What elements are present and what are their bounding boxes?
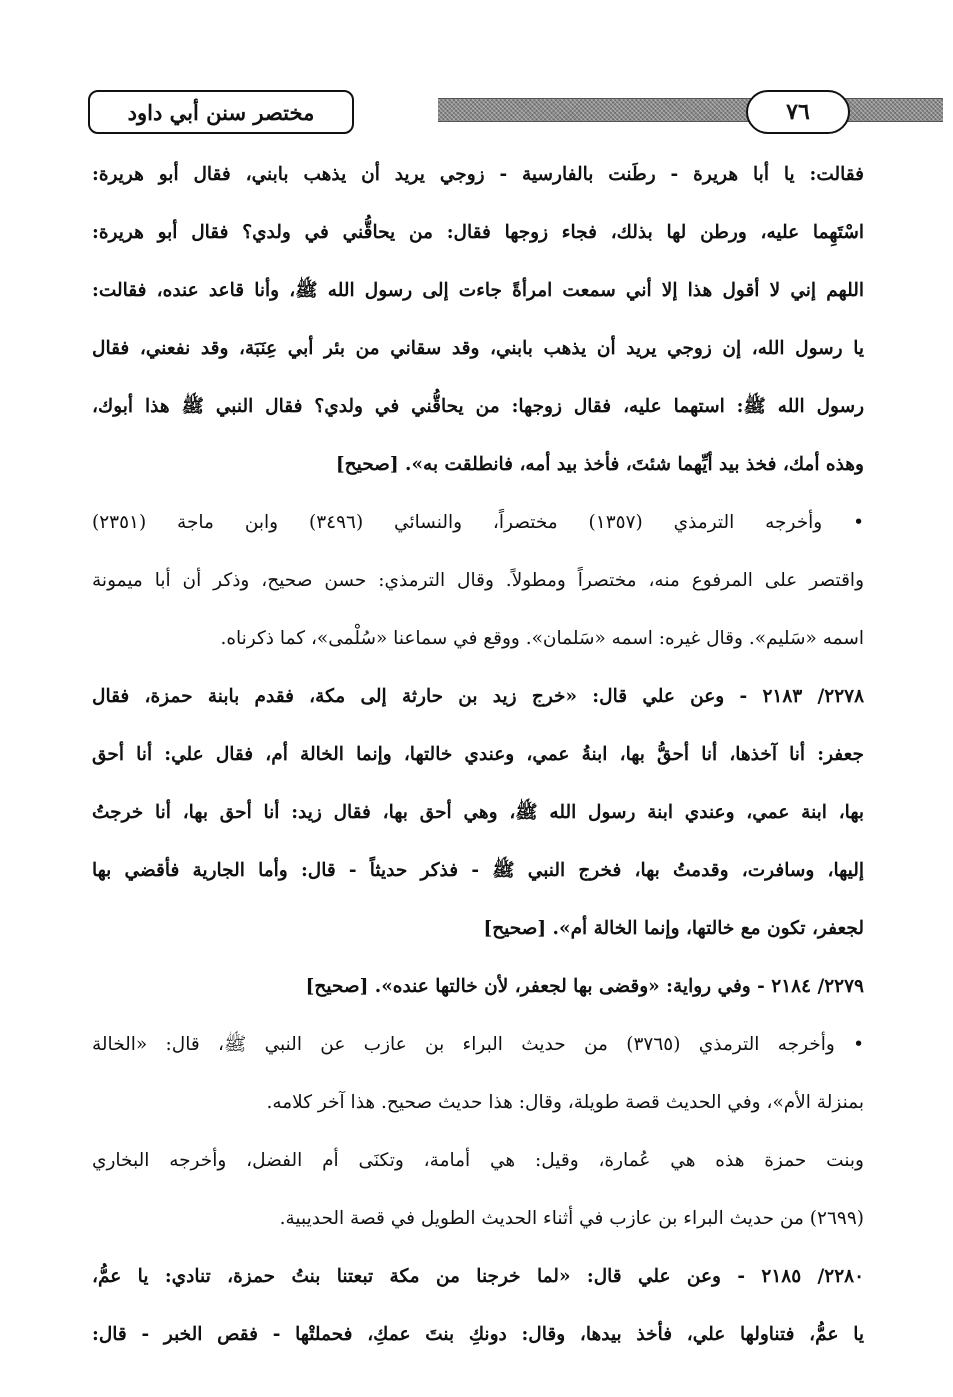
text-line: لجعفر، تكون مع خالتها، وإنما الخالة أم». [صحيح]: [483, 918, 864, 939]
page-number: ٧٦: [786, 99, 810, 125]
text-line: اسْتَهِما عليه، ورطن لها بذلك، فجاء زوجها فقال: من يحاقُّني في ولدي؟ فقال أبو هريرة:: [92, 222, 864, 243]
text-line: اسمه «سَليم». وقال غيره: اسمه «سَلمان». ووقع في سماعنا «سُلْمى»، كما ذكرناه.: [220, 628, 864, 649]
text-line: إليها، وسافرت، وقدمتُ بها، فخرج النبي ﷺ - فذكر حديثاً - قال: وأما الجارية فأقضي بها: [92, 860, 864, 881]
text-line: اللهم إني لا أقول هذا إلا أني سمعت امرأةً جاءت إلى رسول الله ﷺ، وأنا قاعد عنده، فقالت:: [92, 280, 864, 301]
text-line: • وأخرجه الترمذي (٣٧٦٥) من حديث البراء بن عازب عن النبي ﷺ، قال: «الخالة: [92, 1034, 864, 1055]
text-line: ٢٢٧٨/ ٢١٨٣ - وعن علي قال: «خرج زيد بن حارثة إلى مكة، فقدم بابنة حمزة، فقال: [92, 686, 864, 707]
text-line: ٢٢٧٩/ ٢١٨٤ - وفي رواية: «وقضى بها لجعفر، لأن خالتها عنده». [صحيح]: [305, 976, 864, 997]
text-line: بمنزلة الأم»، وفي الحديث قصة طويلة، وقال: هذا حديث صحيح. هذا آخر كلامه.: [266, 1092, 864, 1113]
text-line: • وأخرجه الترمذي (١٣٥٧) مختصراً، والنسائي (٣٤٩٦) وابن ماجة (٢٣٥١): [92, 512, 864, 533]
text-line: جعفر: أنا آخذها، أنا أحقُّ بها، ابنةُ عمي، وعندي خالتها، وإنما الخالة أم، فقال علي: أنا أحق: [92, 744, 864, 765]
book-title: مختصر سنن أبي داود: [127, 99, 315, 125]
text-line: واقتصر على المرفوع منه، مختصراً ومطولاً. وقال الترمذي: حسن صحيح، وذكر أن أبا ميمونة: [92, 570, 864, 591]
page-number-badge: [746, 90, 850, 134]
text-line: ٢٢٨٠/ ٢١٨٥ - وعن علي قال: «لما خرجنا من مكة تبعتنا بنتُ حمزة، تنادي: يا عمُّ،: [92, 1266, 864, 1287]
text-line: (٢٦٩٩) من حديث البراء بن عازب في أثناء الحديث الطويل في قصة الحديبية.: [279, 1208, 864, 1229]
text-line: رسول الله ﷺ: استهما عليه، فقال زوجها: من يحاقُّني في ولدي؟ فقال النبي ﷺ هذا أبوك،: [92, 396, 864, 417]
header-decorative-band: [438, 98, 943, 122]
text-line: بها، ابنة عمي، وعندي ابنة رسول الله ﷺ، وهي أحق بها، فقال زيد: أنا أحق بها، أنا خرجتُ: [92, 802, 864, 823]
text-line: وبنت حمزة هذه هي عُمارة، وقيل: هي أمامة، وتكنَى أم الفضل، وأخرجه البخاري: [92, 1150, 864, 1171]
text-line: يا رسول الله، إن زوجي يريد أن يذهب بابني، وقد سقاني من بئر أبي عِنَبَة، وقد نفعني، فقال: [92, 338, 864, 359]
page-body: [92, 146, 864, 1364]
text-line: وهذه أمك، فخذ بيد أيِّهما شئتَ، فأخذ بيد أمه، فانطلقت به». [صحيح]: [335, 454, 864, 475]
text-line: فقالت: يا أبا هريرة - رطَنت بالفارسية - زوجي يريد أن يذهب بابني، فقال أبو هريرة:: [92, 164, 864, 185]
text-line: يا عمُّ، فتناولها علي، فأخذ بيدها، وقال: دونكِ بنتَ عمكِ، فحملتْها - فقص الخبر - قال:: [92, 1324, 864, 1345]
book-title-box: [88, 90, 354, 134]
page-header: [88, 90, 866, 136]
